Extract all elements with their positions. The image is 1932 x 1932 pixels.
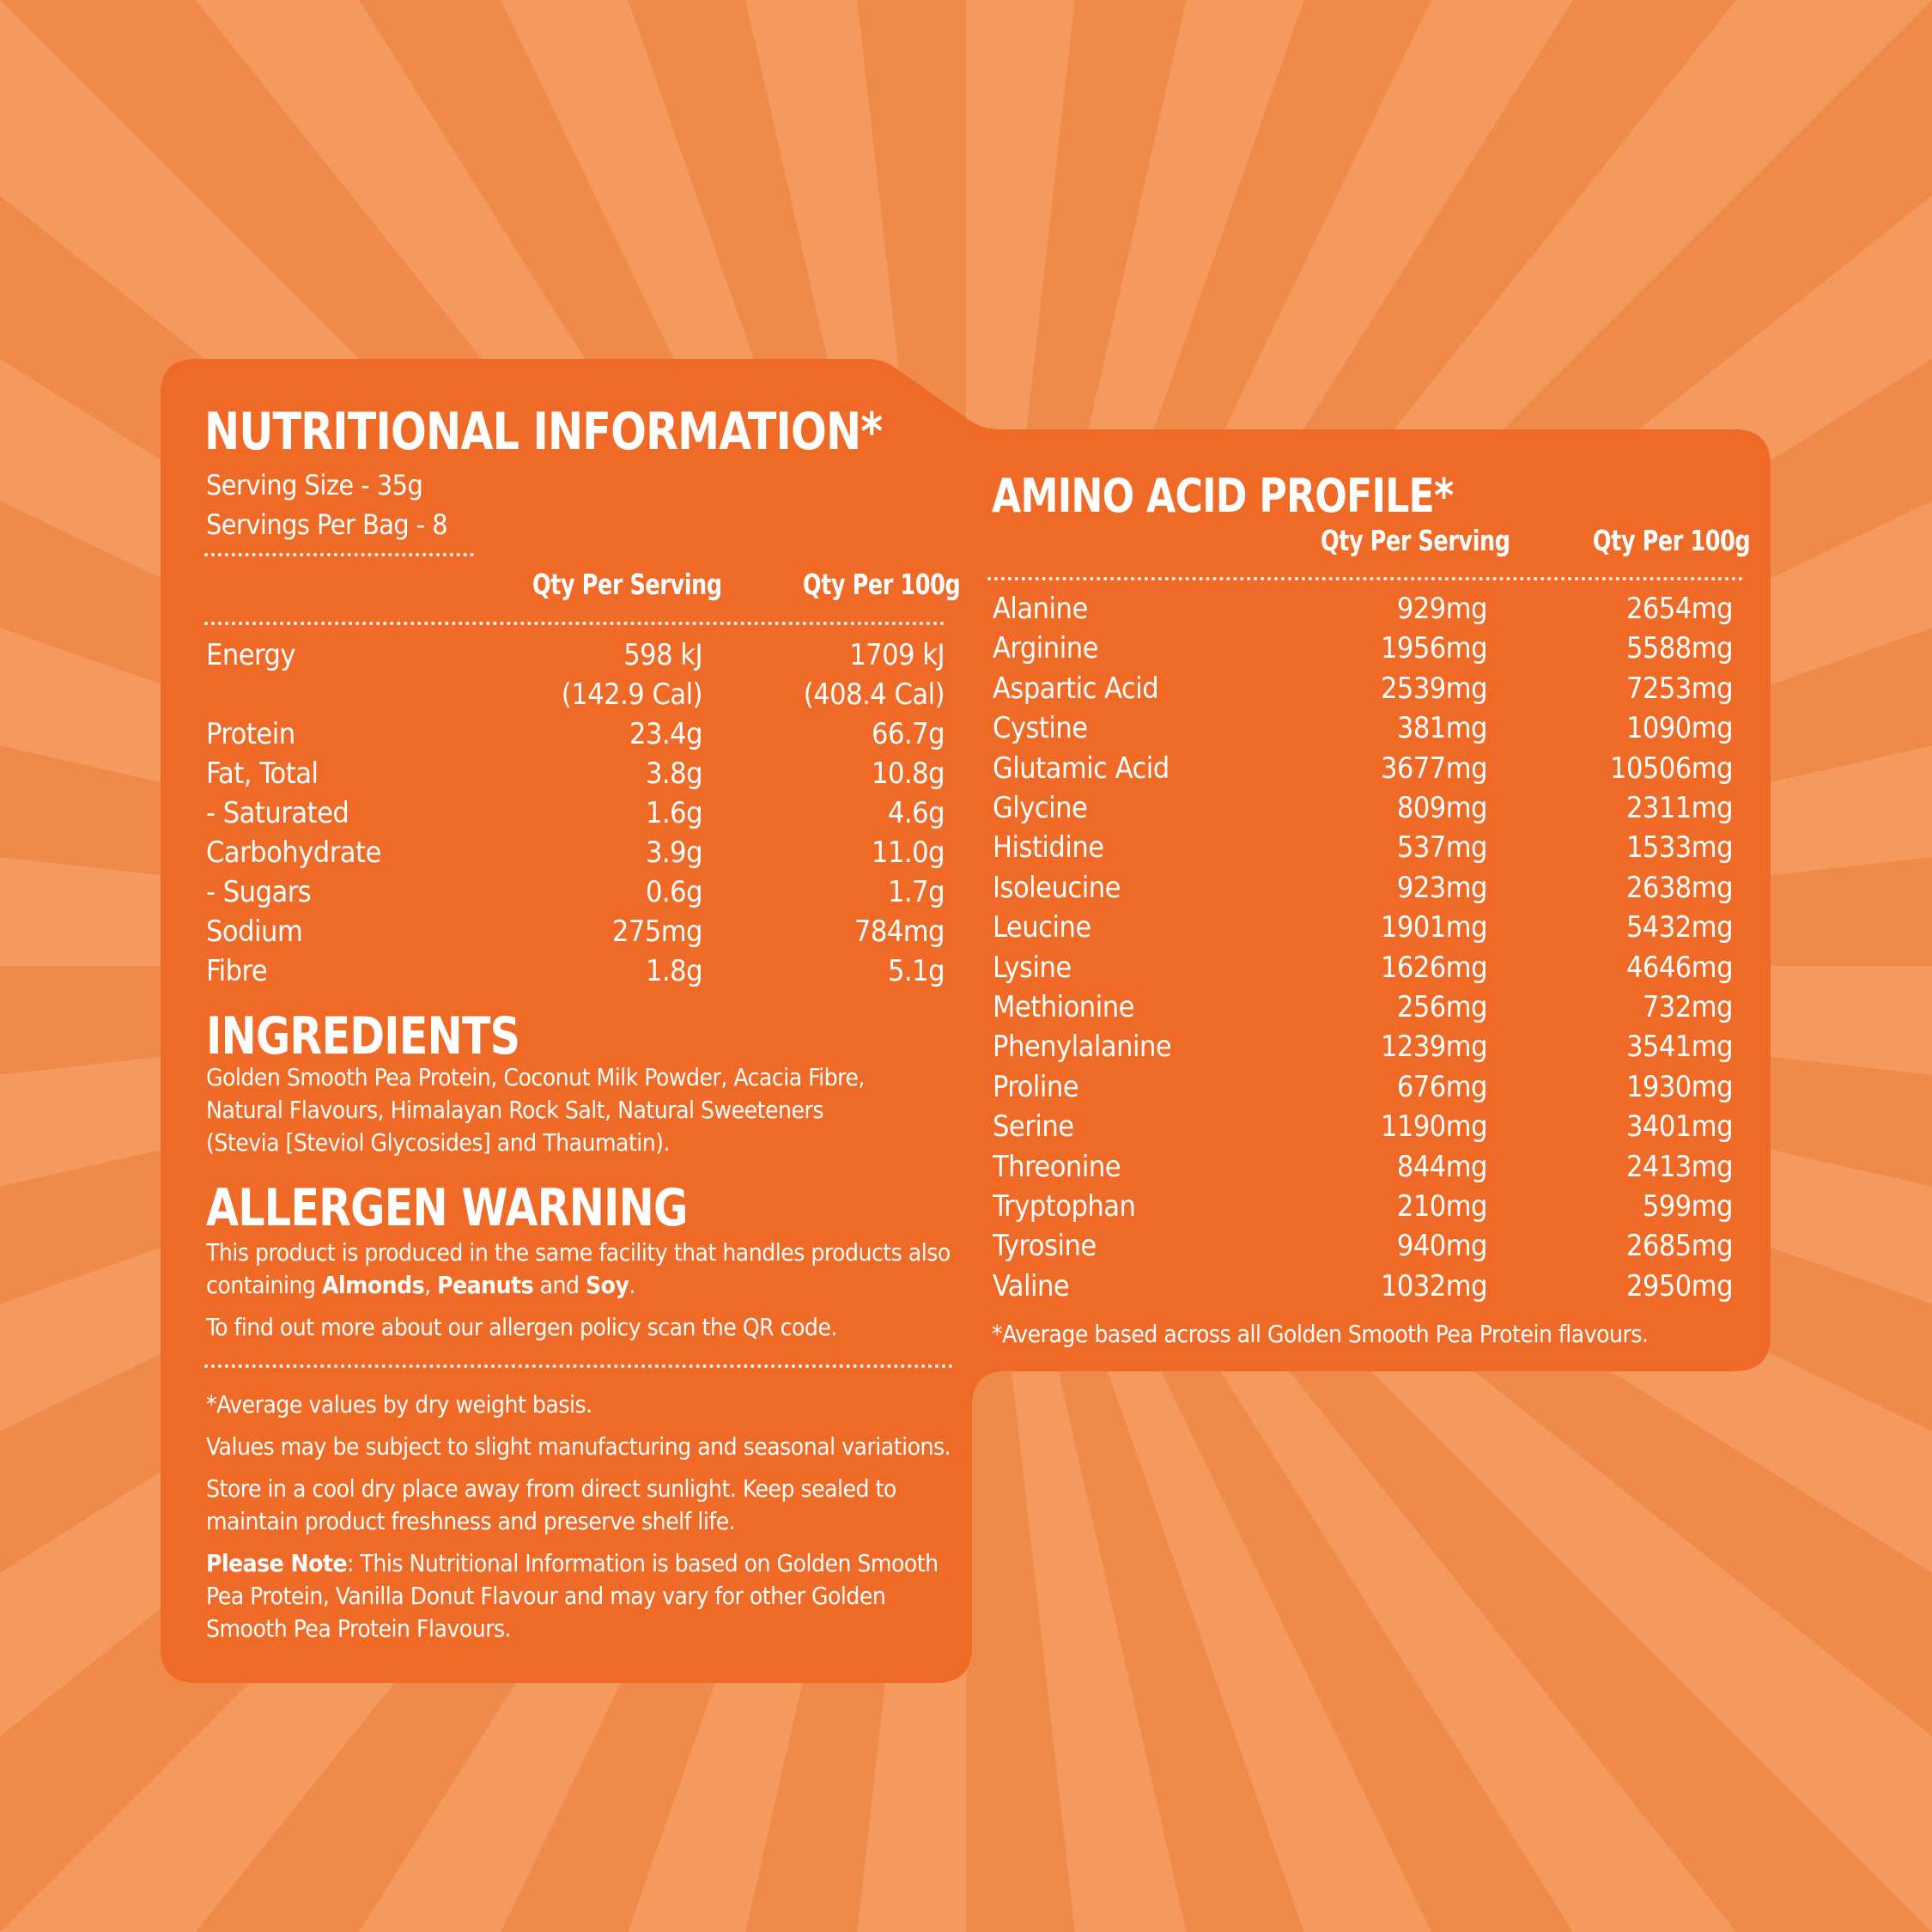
row-name: Glutamic Acid (993, 750, 1170, 786)
row-name: Sodium (206, 914, 303, 949)
row-name: Arginine (993, 631, 1098, 666)
servings-per-bag: Servings Per Bag - 8 (206, 508, 448, 541)
divider (204, 1364, 953, 1368)
table-row (993, 908, 1733, 947)
row-value-serving: 23.4g (629, 717, 702, 751)
table-row (206, 714, 945, 754)
row-value-100g: 2638mg (1625, 870, 1733, 905)
row-value-serving: 676mg (1396, 1069, 1487, 1104)
row-value-serving: 3677mg (1380, 750, 1487, 786)
table-row (993, 1226, 1733, 1266)
table-row (993, 1267, 1733, 1306)
row-name: Proline (993, 1069, 1079, 1104)
allergen-peanuts: Peanuts (437, 1271, 534, 1299)
note-text: : This Nutritional Information is based on Golden Smooth (347, 1549, 939, 1577)
footnote-avg: *Average values by dry weight basis. (206, 1390, 592, 1419)
row-value-100g: 784mg (854, 914, 945, 949)
table-row (206, 635, 945, 675)
row-value-serving: 0.6g (645, 875, 702, 909)
row-value-serving: 929mg (1396, 592, 1487, 626)
row-name: Valine (993, 1268, 1070, 1303)
row-value-100g: 2413mg (1625, 1149, 1733, 1184)
row-value-100g: 1090mg (1625, 711, 1733, 746)
row-name: Energy (206, 638, 296, 672)
row-name: Histidine (993, 830, 1104, 866)
row-value-serving: 1956mg (1380, 631, 1487, 666)
row-value-100g: 4646mg (1625, 950, 1733, 985)
row-value-100g: 11.0g (871, 835, 945, 870)
divider (987, 577, 1743, 580)
table-row (206, 951, 945, 991)
row-value-100g: 599mg (1642, 1189, 1733, 1224)
row-name: Methionine (993, 990, 1134, 1024)
row-name: Tryptophan (993, 1189, 1136, 1224)
row-value-serving: (142.9 Cal) (561, 677, 702, 712)
footnote-store: Store in a cool dry place away from direct sunlight. Keep sealed to (206, 1474, 896, 1503)
row-value-100g: 2654mg (1625, 592, 1733, 626)
row-value-serving: 210mg (1396, 1189, 1487, 1224)
row-value-100g: 5588mg (1625, 631, 1733, 666)
table-row (993, 1067, 1733, 1107)
row-value-100g: 1.7g (887, 875, 945, 909)
footnote-variations: Values may be subject to slight manufacturing and seasonal variations. (206, 1432, 951, 1461)
row-value-serving: 381mg (1396, 711, 1487, 746)
row-name: Leucine (993, 910, 1091, 945)
row-name: Protein (206, 717, 295, 751)
table-row (206, 833, 945, 872)
row-name: - Sugars (206, 875, 312, 909)
row-value-serving: 537mg (1396, 830, 1487, 866)
row-value-serving: 809mg (1396, 791, 1487, 825)
table-row (993, 948, 1733, 987)
row-name: Tyrosine (993, 1229, 1097, 1264)
row-name: Alanine (993, 592, 1088, 626)
footnote-note (206, 1547, 939, 1580)
row-value-serving: 923mg (1396, 870, 1487, 905)
table-row (993, 1107, 1733, 1146)
row-value-100g: 5432mg (1625, 910, 1733, 945)
row-name: Threonine (993, 1149, 1121, 1184)
nutrition-title: NUTRITIONAL INFORMATION* (204, 402, 883, 462)
ingredients-line: (Stevia [Steviol Glycosides] and Thaumatin). (206, 1128, 671, 1157)
table-row (993, 1147, 1733, 1187)
allergen-qr-line: To find out more about our allergen policy scan the QR code. (206, 1313, 837, 1341)
table-row (993, 749, 1733, 788)
serving-size: Serving Size - 35g (206, 469, 423, 501)
row-value-serving: 1239mg (1380, 1030, 1487, 1065)
ingredients-line: Natural Flavours, Himalayan Rock Salt, Natural Sweeteners (206, 1096, 823, 1124)
allergen-text: , (424, 1271, 438, 1299)
row-value-100g: 2685mg (1625, 1229, 1733, 1264)
table-row (993, 1187, 1733, 1226)
allergen-title: ALLERGEN WARNING (206, 1178, 688, 1238)
row-name: Fat, Total (206, 756, 319, 791)
row-value-serving: 1626mg (1380, 950, 1487, 985)
row-name: Phenylalanine (993, 1030, 1172, 1065)
table-row (993, 828, 1733, 867)
footnote-note: Pea Protein, Vanilla Donut Flavour and may vary for other Golden (206, 1582, 886, 1610)
row-value-100g: 732mg (1642, 990, 1733, 1024)
row-value-100g: 1930mg (1625, 1069, 1733, 1104)
row-value-100g: 66.7g (871, 717, 945, 751)
table-row (993, 788, 1733, 828)
row-name: - Saturated (206, 796, 349, 830)
allergen-text: containing (206, 1271, 322, 1299)
divider (204, 622, 945, 625)
allergen-almonds: Almonds (321, 1271, 425, 1299)
allergen-text: and (533, 1271, 586, 1299)
row-name: Aspartic Acid (993, 671, 1159, 706)
divider (204, 553, 474, 556)
note-label: Please Note (206, 1549, 348, 1577)
row-value-serving: 1.8g (645, 954, 702, 988)
table-row (206, 872, 945, 912)
row-value-serving: 598 kJ (623, 638, 702, 672)
table-row (206, 793, 945, 833)
row-value-serving: 275mg (611, 914, 702, 949)
table-row (993, 1027, 1733, 1066)
row-value-serving: 844mg (1396, 1149, 1487, 1184)
amino-title: AMINO ACID PROFILE* (992, 469, 1454, 523)
footnote-note: Smooth Pea Protein Flavours. (206, 1614, 512, 1643)
table-row (206, 754, 945, 793)
table-row (993, 987, 1733, 1027)
nutrition-col-serving: Qty Per Serving (532, 568, 722, 601)
row-name: Carbohydrate (206, 835, 381, 870)
row-value-100g: 3541mg (1625, 1030, 1733, 1065)
row-value-serving: 3.9g (645, 835, 702, 870)
allergen-line: This product is produced in the same facility that handles products also (206, 1238, 951, 1267)
row-value-serving: 1901mg (1380, 910, 1487, 945)
row-value-100g: 2950mg (1625, 1268, 1733, 1303)
table-row (206, 675, 945, 714)
row-value-serving: 2539mg (1380, 671, 1487, 706)
allergen-text: . (629, 1271, 635, 1299)
row-name: Lysine (993, 950, 1072, 985)
row-value-serving: 256mg (1396, 990, 1487, 1024)
table-row (993, 629, 1733, 668)
row-value-100g: 10506mg (1609, 750, 1733, 786)
row-value-serving: 1.6g (645, 796, 702, 830)
row-value-100g: 10.8g (871, 756, 945, 791)
ingredients-title: INGREDIENTS (206, 1006, 520, 1066)
row-value-serving: 3.8g (645, 756, 702, 791)
footnote-store: maintain product freshness and preserve shelf life. (206, 1507, 736, 1535)
row-value-100g: (408.4 Cal) (803, 677, 945, 712)
row-name: Cystine (993, 711, 1088, 746)
amino-col-serving: Qty Per Serving (1320, 524, 1510, 557)
row-value-100g: 7253mg (1625, 671, 1733, 706)
allergen-soy: Soy (586, 1271, 629, 1299)
table-row (993, 589, 1733, 629)
table-row (206, 912, 945, 951)
row-value-100g: 5.1g (887, 954, 945, 988)
amino-footnote: *Average based across all Golden Smooth Pea Protein flavours. (992, 1320, 1649, 1348)
row-value-serving: 940mg (1396, 1229, 1487, 1264)
amino-col-100g: Qty Per 100g (1592, 524, 1751, 557)
table-row (993, 708, 1733, 748)
allergen-line-contains (206, 1269, 635, 1302)
ingredients-line: Golden Smooth Pea Protein, Coconut Milk Powder, Acacia Fibre, (206, 1063, 865, 1091)
row-value-100g: 3401mg (1625, 1109, 1733, 1145)
row-name: Fibre (206, 954, 268, 988)
nutrition-col-100g: Qty Per 100g (802, 568, 961, 601)
row-name: Isoleucine (993, 870, 1121, 905)
row-value-100g: 1709 kJ (849, 638, 945, 672)
row-value-100g: 4.6g (887, 796, 945, 830)
row-value-serving: 1032mg (1380, 1268, 1487, 1303)
row-name: Glycine (993, 791, 1088, 825)
table-row (993, 868, 1733, 908)
row-value-100g: 2311mg (1625, 791, 1733, 825)
table-row (993, 669, 1733, 708)
row-value-100g: 1533mg (1625, 830, 1733, 866)
row-value-serving: 1190mg (1380, 1109, 1487, 1145)
row-name: Serine (993, 1109, 1074, 1145)
